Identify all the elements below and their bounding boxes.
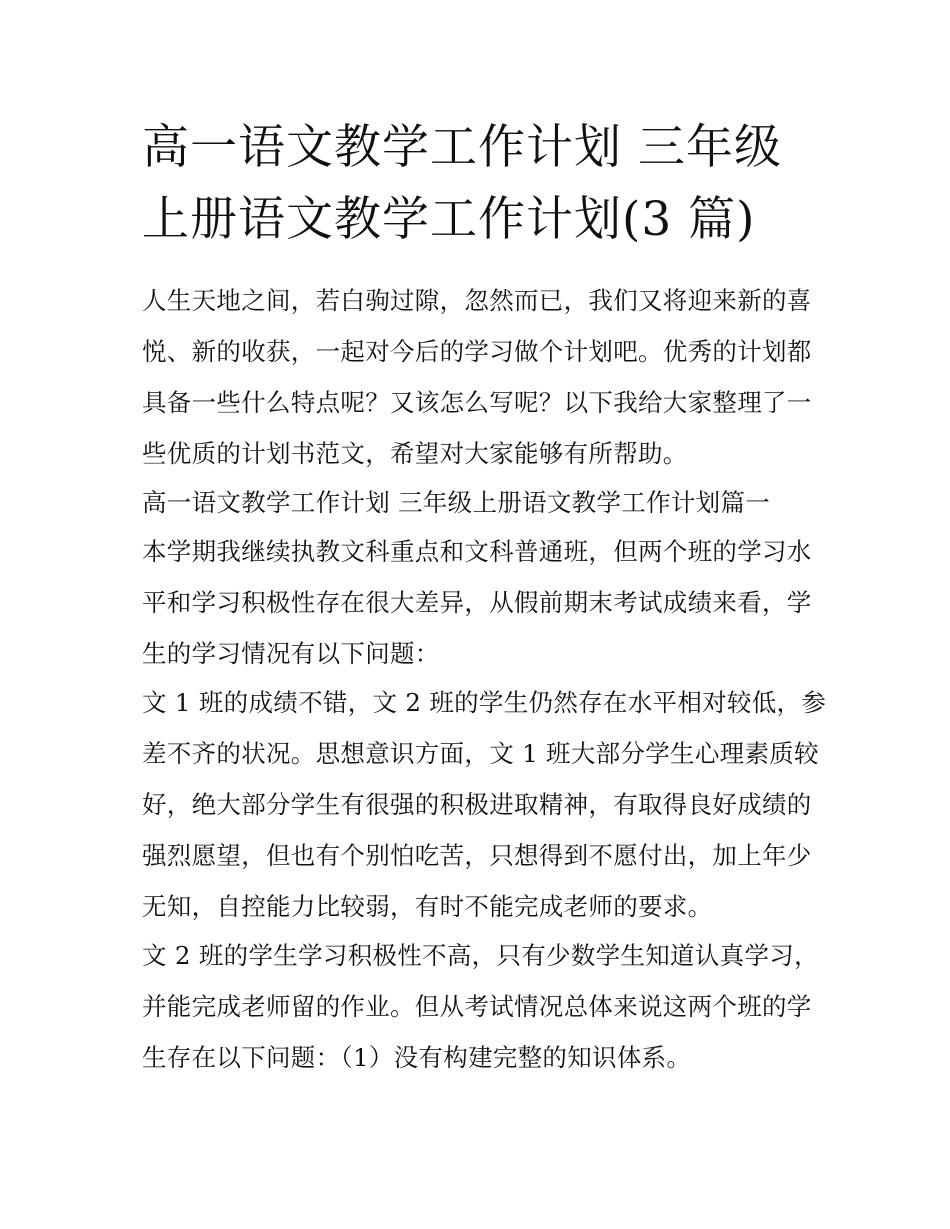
text-line: 生的学习情况有以下问题： xyxy=(142,639,440,668)
text-line: 高一语文教学工作计划 三年级上册语文教学工作计划篇一 xyxy=(142,488,771,517)
text-line: 些优质的计划书范文，希望对大家能够有所帮助。 xyxy=(142,439,688,468)
text-line: 具备一些什么特点呢？又该怎么写呢？以下我给大家整理了一 xyxy=(142,388,812,417)
text-line: 人生天地之间，若白驹过隙，忽然而已，我们又将迎来新的喜 xyxy=(142,286,812,315)
section-heading xyxy=(142,477,814,528)
title-line: 上册语文教学工作计划(3 篇) xyxy=(142,192,756,247)
text-line: 好，绝大部分学生有很强的积极进取精神，有取得良好成绩的 xyxy=(142,790,812,819)
text-line: 本学期我继续执教文科重点和文科普通班，但两个班的学习水 xyxy=(142,537,812,566)
text-line: 生存在以下问题：（1）没有构建完整的知识体系。 xyxy=(142,1043,692,1072)
text-line: 悦、新的收获，一起对今后的学习做个计划吧。优秀的计划都 xyxy=(142,337,812,366)
body-paragraph xyxy=(142,930,819,1083)
body-paragraph xyxy=(142,526,814,679)
text-line: 文 1 班的成绩不错，文 2 班的学生仍然存在水平相对较低，参 xyxy=(142,688,827,717)
text-line: 无知，自控能力比较弱，有时不能完成老师的要求。 xyxy=(142,892,713,921)
body-paragraph xyxy=(142,677,827,932)
text-line: 文 2 班的学生学习积极性不高，只有少数学生知道认真学习， xyxy=(142,941,819,970)
intro-paragraph xyxy=(142,275,814,479)
text-line: 并能完成老师留的作业。但从考试情况总体来说这两个班的学 xyxy=(142,992,812,1021)
text-line: 强烈愿望，但也有个别怕吃苦，只想得到不愿付出，加上年少 xyxy=(142,841,812,870)
document-title xyxy=(142,112,822,256)
document-body xyxy=(142,275,827,1083)
text-line: 平和学习积极性存在很大差异，从假前期末考试成绩来看，学 xyxy=(142,588,812,617)
text-line: 差不齐的状况。思想意识方面，文 1 班大部分学生心理素质较 xyxy=(142,739,819,768)
title-line: 高一语文教学工作计划 三年级 xyxy=(142,120,782,175)
